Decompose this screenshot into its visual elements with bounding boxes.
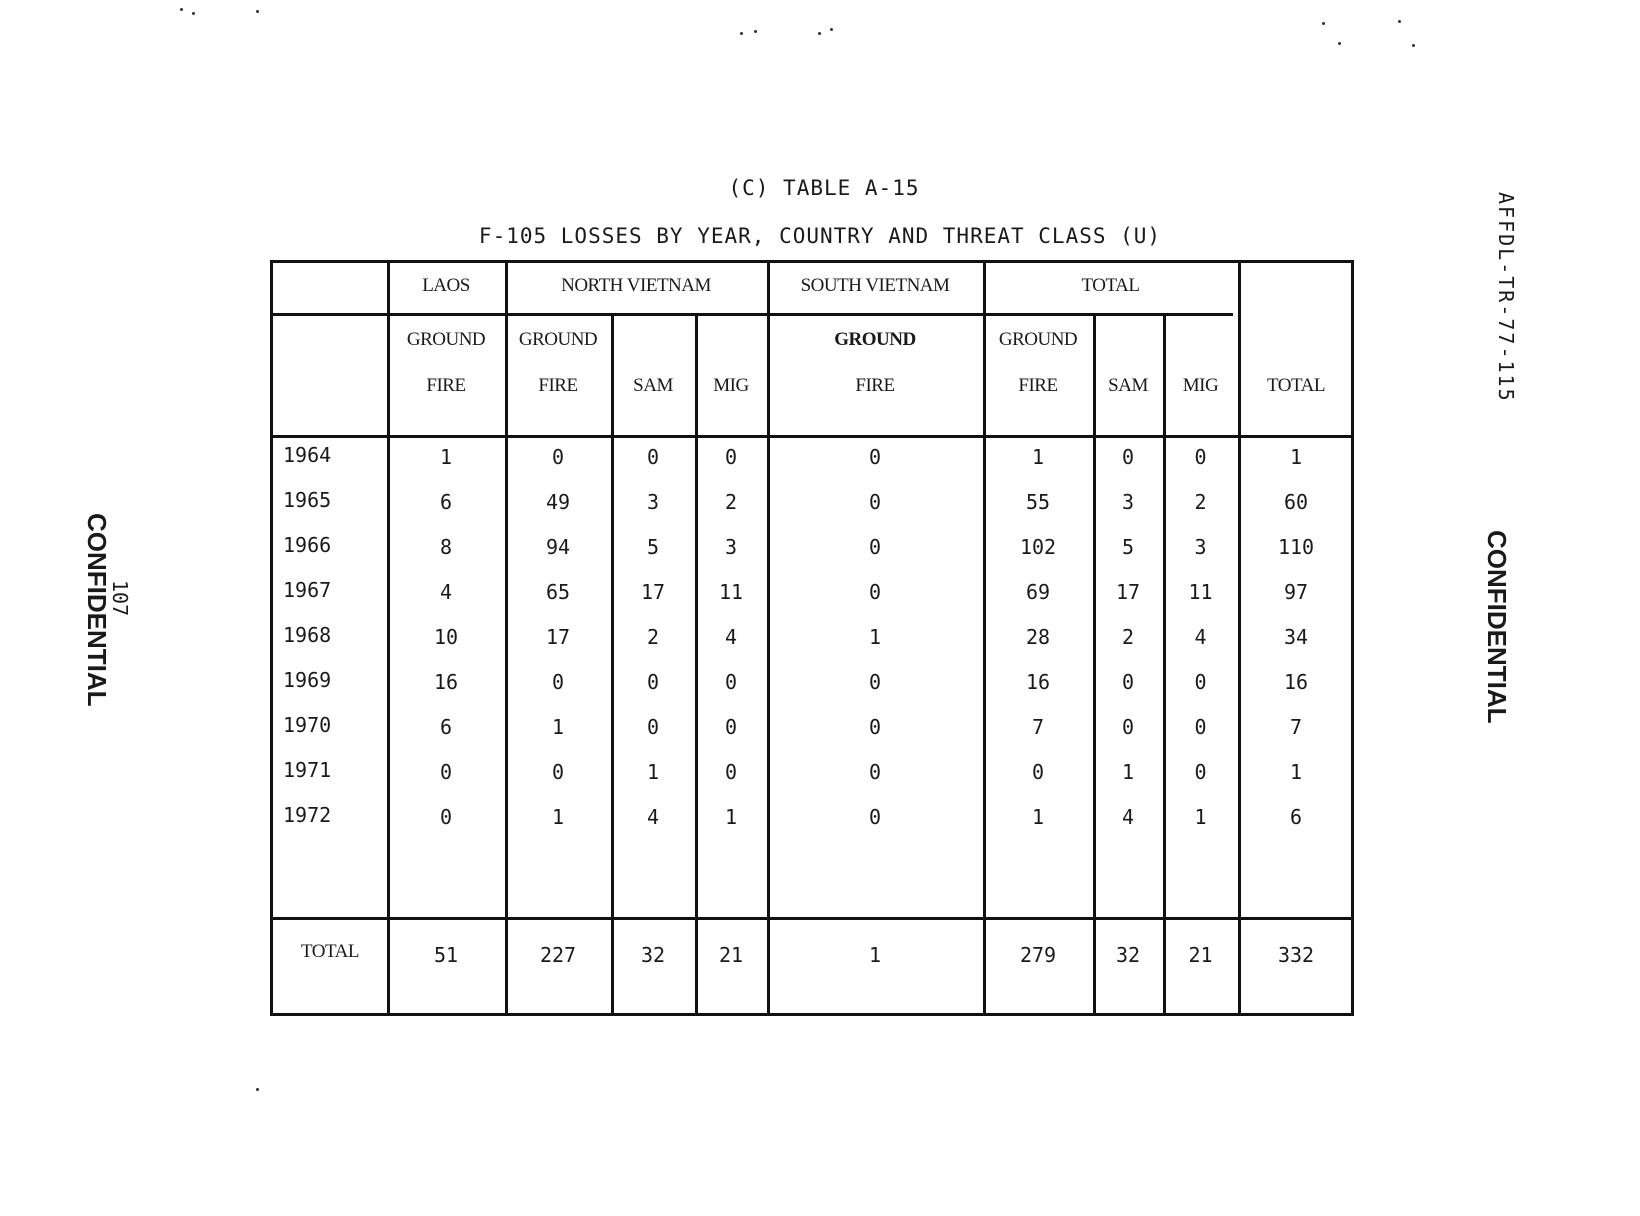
header-laos: LAOS bbox=[422, 275, 470, 296]
value-cell: 16 bbox=[1025, 670, 1051, 694]
value-cell: 0 bbox=[551, 670, 565, 694]
value-cell: 10 bbox=[433, 625, 459, 649]
value-cell: 0 bbox=[1031, 760, 1045, 784]
value-cell: 3 bbox=[1121, 490, 1135, 514]
year-cell: 1967 bbox=[283, 578, 332, 602]
value-cell: 0 bbox=[868, 805, 882, 829]
column-divider bbox=[1163, 315, 1166, 1013]
value-cell: 1 bbox=[551, 715, 565, 739]
subheader-sam: SAM bbox=[1108, 375, 1148, 396]
value-cell: 0 bbox=[868, 490, 882, 514]
value-cell: 0 bbox=[439, 805, 453, 829]
column-divider bbox=[695, 315, 698, 1013]
value-cell: 3 bbox=[646, 490, 660, 514]
value-cell: 2 bbox=[724, 490, 738, 514]
value-cell: 7 bbox=[1289, 715, 1303, 739]
value-cell: 0 bbox=[1194, 670, 1207, 694]
value-cell: 16 bbox=[433, 670, 459, 694]
table-title: F-105 LOSSES BY YEAR, COUNTRY AND THREAT CLASS (U) bbox=[478, 224, 1162, 248]
value-cell: 2 bbox=[646, 625, 660, 649]
value-cell: 4 bbox=[724, 625, 738, 649]
value-cell: 11 bbox=[1188, 580, 1213, 604]
value-cell: 0 bbox=[1194, 760, 1207, 784]
year-cell: 1971 bbox=[283, 758, 332, 782]
value-cell: 1 bbox=[646, 760, 660, 784]
subheader-ground: GROUND bbox=[406, 329, 486, 350]
subheader-fire: FIRE bbox=[538, 375, 578, 396]
value-cell: 0 bbox=[724, 715, 738, 739]
year-cell: 1972 bbox=[283, 803, 332, 827]
value-cell: 4 bbox=[1121, 805, 1135, 829]
subheader-mig: MIG bbox=[713, 375, 749, 396]
row-divider bbox=[273, 313, 1233, 316]
value-cell: 0 bbox=[724, 670, 738, 694]
value-cell: 0 bbox=[646, 715, 660, 739]
value-cell: 0 bbox=[439, 760, 453, 784]
value-cell: 110 bbox=[1277, 535, 1315, 559]
value-cell: 1 bbox=[439, 445, 453, 469]
value-cell: 2 bbox=[1121, 625, 1135, 649]
subheader-sam: SAM bbox=[633, 375, 673, 396]
value-cell: 0 bbox=[868, 760, 882, 784]
year-cell: 1969 bbox=[283, 668, 332, 692]
total-value-cell: 21 bbox=[718, 943, 744, 967]
value-cell: 7 bbox=[1031, 715, 1045, 739]
value-cell: 0 bbox=[868, 535, 882, 559]
value-cell: 6 bbox=[439, 490, 453, 514]
total-value-cell: 51 bbox=[433, 943, 459, 967]
total-row-label: TOTAL bbox=[301, 941, 359, 962]
value-cell: 1 bbox=[1194, 805, 1207, 829]
value-cell: 49 bbox=[545, 490, 571, 514]
subheader-fire: FIRE bbox=[855, 375, 895, 396]
scan-speck bbox=[1322, 22, 1325, 25]
value-cell: 17 bbox=[1115, 580, 1141, 604]
scan-speck bbox=[256, 1088, 259, 1091]
subheader-grand-total: TOTAL bbox=[1267, 375, 1325, 396]
value-cell: 0 bbox=[1121, 445, 1135, 469]
value-cell: 0 bbox=[646, 445, 660, 469]
classification-stamp-right: CONFIDENTIAL bbox=[1482, 530, 1512, 724]
header-north-vietnam: NORTH VIETNAM bbox=[561, 275, 711, 296]
year-cell: 1966 bbox=[283, 533, 332, 557]
subheader-fire: FIRE bbox=[1018, 375, 1058, 396]
value-cell: 4 bbox=[1194, 625, 1207, 649]
value-cell: 34 bbox=[1283, 625, 1309, 649]
value-cell: 0 bbox=[724, 445, 738, 469]
value-cell: 0 bbox=[551, 760, 565, 784]
scan-speck bbox=[1338, 42, 1341, 45]
subheader-ground: GROUND bbox=[998, 329, 1078, 350]
scan-speck bbox=[1398, 20, 1401, 23]
scan-speck bbox=[180, 8, 183, 11]
page-number: 107 bbox=[108, 580, 132, 617]
value-cell: 1 bbox=[1289, 445, 1303, 469]
value-cell: 60 bbox=[1283, 490, 1309, 514]
value-cell: 1 bbox=[1031, 805, 1045, 829]
value-cell: 0 bbox=[868, 715, 882, 739]
value-cell: 0 bbox=[1194, 445, 1207, 469]
subheader-fire: FIRE bbox=[426, 375, 466, 396]
column-divider bbox=[1093, 315, 1096, 1013]
total-value-cell: 1 bbox=[868, 943, 882, 967]
year-cell: 1968 bbox=[283, 623, 332, 647]
value-cell: 2 bbox=[1194, 490, 1207, 514]
row-divider bbox=[273, 435, 1351, 438]
value-cell: 1 bbox=[1031, 445, 1045, 469]
value-cell: 17 bbox=[545, 625, 571, 649]
value-cell: 102 bbox=[1019, 535, 1057, 559]
total-value-cell: 32 bbox=[1115, 943, 1141, 967]
value-cell: 0 bbox=[1121, 715, 1135, 739]
value-cell: 1 bbox=[724, 805, 738, 829]
subheader-ground: GROUND bbox=[518, 329, 598, 350]
value-cell: 94 bbox=[545, 535, 571, 559]
value-cell: 1 bbox=[1289, 760, 1303, 784]
scan-speck bbox=[192, 12, 195, 15]
value-cell: 5 bbox=[646, 535, 660, 559]
value-cell: 1 bbox=[868, 625, 882, 649]
classification-stamp-left: CONFIDENTIAL bbox=[82, 513, 112, 707]
report-code: AFFDL-TR-77-115 bbox=[1494, 192, 1518, 403]
header-total-group: TOTAL bbox=[1081, 275, 1140, 296]
scan-speck bbox=[1412, 44, 1415, 47]
value-cell: 17 bbox=[640, 580, 666, 604]
value-cell: 4 bbox=[439, 580, 453, 604]
scan-speck bbox=[754, 30, 757, 33]
value-cell: 69 bbox=[1025, 580, 1051, 604]
value-cell: 0 bbox=[724, 760, 738, 784]
column-divider bbox=[611, 315, 614, 1013]
value-cell: 11 bbox=[718, 580, 744, 604]
subheader-ground: GROUND bbox=[834, 329, 916, 350]
year-cell: 1964 bbox=[283, 443, 332, 467]
value-cell: 0 bbox=[868, 580, 882, 604]
value-cell: 0 bbox=[868, 445, 882, 469]
table-label: (C) TABLE A-15 bbox=[728, 176, 920, 200]
total-value-cell: 21 bbox=[1188, 943, 1213, 967]
total-value-cell: 32 bbox=[640, 943, 666, 967]
losses-table bbox=[270, 260, 1354, 1016]
value-cell: 16 bbox=[1283, 670, 1309, 694]
value-cell: 0 bbox=[646, 670, 660, 694]
value-cell: 3 bbox=[724, 535, 738, 559]
row-divider bbox=[273, 917, 1351, 920]
total-value-cell: 227 bbox=[539, 943, 577, 967]
scan-speck bbox=[256, 10, 259, 13]
year-cell: 1965 bbox=[283, 488, 332, 512]
total-value-cell: 279 bbox=[1019, 943, 1057, 967]
value-cell: 55 bbox=[1025, 490, 1051, 514]
value-cell: 65 bbox=[545, 580, 571, 604]
value-cell: 97 bbox=[1283, 580, 1309, 604]
value-cell: 0 bbox=[868, 670, 882, 694]
value-cell: 6 bbox=[439, 715, 453, 739]
scan-speck bbox=[818, 32, 821, 35]
subheader-mig: MIG bbox=[1182, 375, 1219, 396]
value-cell: 4 bbox=[646, 805, 660, 829]
scan-speck bbox=[740, 32, 743, 35]
value-cell: 28 bbox=[1025, 625, 1051, 649]
value-cell: 8 bbox=[439, 535, 453, 559]
year-cell: 1970 bbox=[283, 713, 332, 737]
header-south-vietnam: SOUTH VIETNAM bbox=[800, 275, 950, 296]
value-cell: 0 bbox=[1121, 670, 1135, 694]
value-cell: 1 bbox=[551, 805, 565, 829]
value-cell: 1 bbox=[1121, 760, 1135, 784]
value-cell: 3 bbox=[1194, 535, 1207, 559]
scan-speck bbox=[830, 28, 833, 31]
value-cell: 6 bbox=[1289, 805, 1303, 829]
value-cell: 5 bbox=[1121, 535, 1135, 559]
value-cell: 0 bbox=[551, 445, 565, 469]
total-value-cell: 332 bbox=[1277, 943, 1315, 967]
value-cell: 0 bbox=[1194, 715, 1207, 739]
